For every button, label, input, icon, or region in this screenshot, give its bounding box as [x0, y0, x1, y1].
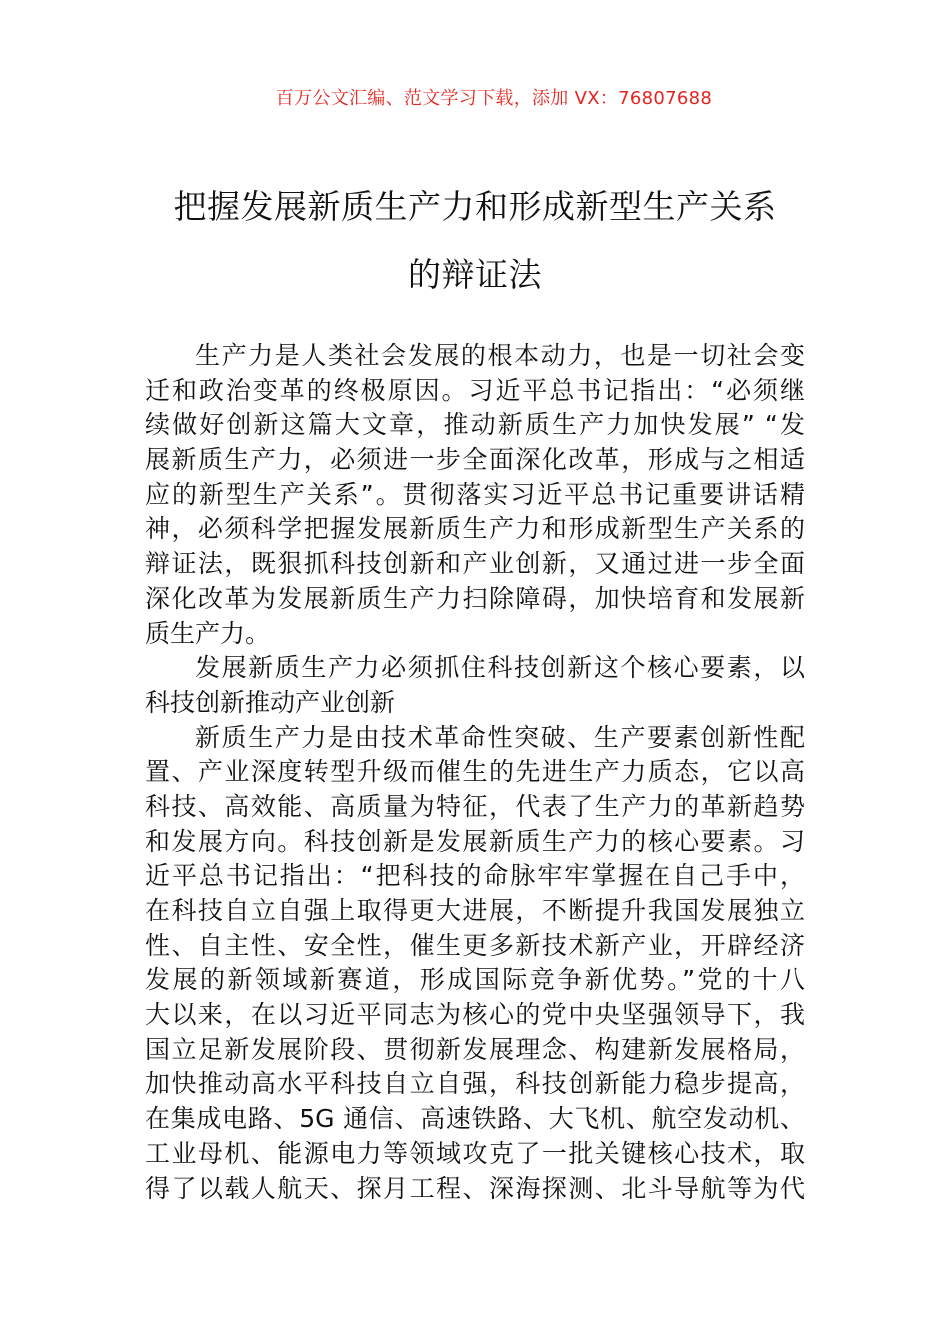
text-line: 发展新质生产力必须抓住科技创新这个核心要素，以 [195, 653, 805, 683]
text-line: 质生产力。 [145, 618, 271, 648]
text-line: 生产力是人类社会发展的根本动力，也是一切社会变 [195, 341, 805, 370]
text-line: 发展的新领域新赛道，形成国际竞争新优势。”党的十八 [145, 965, 805, 995]
text-line: 和发展方向。科技创新是发展新质生产力的核心要素。习 [145, 826, 805, 856]
text-line: 科技、高效能、高质量为特征，代表了生产力的革新趋势 [145, 791, 805, 821]
text-line: 展新质生产力，必须进一步全面深化改革，形成与之相适 [145, 445, 805, 475]
text-line: 在科技自立自强上取得更大进展，不断提升我国发展独立 [145, 896, 805, 925]
text-line: 工业母机、能源电力等领域攻克了一批关键核心技术，取 [145, 1138, 805, 1168]
text-line: 置、产业深度转型升级而催生的先进生产力质态，它以高 [145, 757, 805, 787]
text-line: 新质生产力是由技术革命性突破、生产要素创新性配 [195, 722, 805, 752]
text-line: 近平总书记指出：“把科技的命脉牢牢掌握在自己手中， [145, 861, 805, 891]
text-line: 国立足新发展阶段、贯彻新发展理念、构建新发展格局， [145, 1034, 805, 1064]
text-line: 迁和政治变革的终极原因。习近平总书记指出：“必须继 [145, 375, 805, 405]
watermark-header: 百万公文汇编、范文学习下载，添加 VX：76807688 [275, 88, 713, 109]
text-line: 辩证法，既狠抓科技创新和产业创新，又通过进一步全面 [145, 549, 805, 579]
document-title-line-2: 的辩证法 [408, 255, 542, 294]
text-line: 得了以载人航天、探月工程、深海探测、北斗导航等为代 [145, 1173, 805, 1203]
text-line: 性、自主性、安全性，催生更多新技术新产业，开辟经济 [145, 930, 805, 960]
paragraph [145, 721, 805, 1207]
text-line: 续做好创新这篇大文章，推动新质生产力加快发展” “发 [145, 410, 805, 440]
text-line: 加快推动高水平科技自立自强，科技创新能力稳步提高， [145, 1069, 805, 1099]
document-title-line-1: 把握发展新质生产力和形成新型生产关系 [173, 187, 777, 226]
paragraph [145, 339, 805, 651]
text-line: 神，必须科学把握发展新质生产力和形成新型生产关系的 [145, 514, 805, 544]
text-line: 在集成电路、5G 通信、高速铁路、大飞机、航空发动机、 [145, 1104, 805, 1134]
section-heading [145, 651, 805, 720]
text-line: 应的新型生产关系”。贯彻落实习近平总书记重要讲话精 [145, 479, 805, 509]
document-body [145, 339, 805, 1206]
text-line: 大以来，在以习近平同志为核心的党中央坚强领导下，我 [145, 1000, 805, 1030]
text-line: 深化改革为发展新质生产力扫除障碍，加快培育和发展新 [145, 583, 805, 613]
text-line: 科技创新推动产业创新 [145, 687, 396, 717]
